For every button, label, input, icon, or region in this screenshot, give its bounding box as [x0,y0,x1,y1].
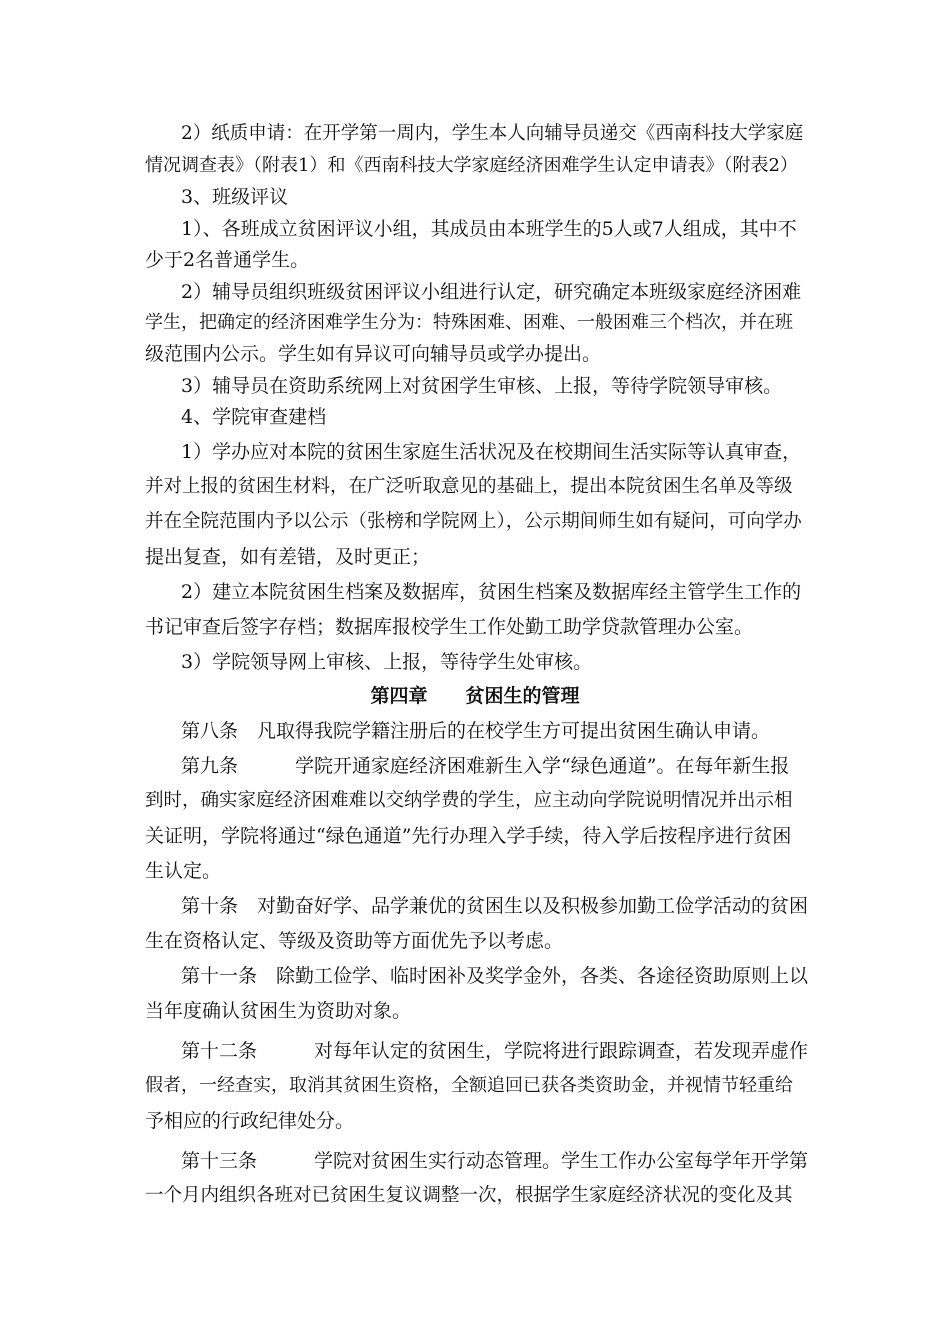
paragraph-line: 少于2名普通学生。 [145,249,310,271]
paragraph-line: 第八条 凡取得我院学籍注册后的在校学生方可提出贫困生确认申请。 [181,720,771,742]
paragraph-line: 3）学院领导网上审核、上报，等待学生处审核。 [181,651,593,673]
paragraph-line: 第十三条 学院对贫困生实行动态管理。学生工作办公室每学年开学第 [181,1150,809,1172]
paragraph-line: 级范围内公示。学生如有异议可向辅导员或学办提出。 [145,343,602,365]
section-heading: 3、班级评议 [181,186,289,208]
paragraph-line: 到时，确实家庭经济困难难以交纳学费的学生，应主动向学院说明情况并出示相 [145,790,793,811]
paragraph-line: 并在全院范围内予以公示（张榜和学院网上），公示期间师生如有疑问，可向学办 [145,511,802,532]
paragraph-line: 并对上报的贫困生材料，在广泛听取意见的基础上，提出本院贫困生名单及等级 [145,476,793,497]
paragraph-line: 第十条 对勤奋好学、品学兼优的贫困生以及积极参加勤工俭学活动的贫困 [181,895,809,917]
paragraph-line: 2）纸质申请：在开学第一周内，学生本人向辅导员递交《西南科技大学家庭 [181,123,804,144]
paragraph-line: 1）、各班成立贫困评议小组，其成员由本班学生的5人或7人组成，其中不 [181,218,797,240]
paragraph-line: 书记审查后签字存档；数据库报校学生工作处勤工助学贷款管理办公室。 [145,616,754,638]
paragraph-line: 2）建立本院贫困生档案及数据库，贫困生档案及数据库经主管学生工作的 [181,581,802,603]
paragraph-line: 第九条 学院开通家庭经济困难新生入学“绿色通道”。在每年新生报 [181,755,790,777]
paragraph-line: 提出复查，如有差错，及时更正； [145,546,431,568]
paragraph-line: 当年度确认贫困生为资助对象。 [145,1000,412,1022]
paragraph-line: 3）辅导员在资助系统网上对贫困学生审核、上报，等待学院领导审核。 [181,375,783,397]
paragraph-line: 情况调查表》（附表1）和《西南科技大学家庭经济困难学生认定申请表》（附表2） [145,155,798,176]
paragraph-line: 2）辅导员组织班级贫困评议小组进行认定，研究确定本班级家庭经济困难 [181,281,802,303]
paragraph-line: 予相应的行政纪律处分。 [145,1110,355,1132]
paragraph-line: 生认定。 [145,860,222,882]
paragraph-line: 学生，把确定的经济困难学生分为：特殊困难、困难、一般困难三个档次，并在班 [145,312,793,333]
paragraph-line: 关证明，学院将通过“绿色通道”先行办理入学手续，待入学后按程序进行贫困 [145,825,792,847]
section-heading: 4、学院审查建档 [181,406,327,428]
paragraph-line: 一个月内组织各班对已贫困生复议调整一次，根据学生家庭经济状况的变化及其 [145,1185,793,1206]
paragraph-line: 生在资格认定、等级及资助等方面优先予以考虑。 [145,930,564,952]
chapter-title: 第四章 贫困生的管理 [370,685,580,707]
paragraph-line: 假者，一经查实，取消其贫困生资格，全额追回已获各类资助金，并视情节轻重给 [145,1075,793,1096]
paragraph-line: 第十二条 对每年认定的贫困生，学院将进行跟踪调查，若发现弄虚作 [181,1040,809,1062]
paragraph-line: 第十一条 除勤工俭学、临时困补及奖学金外，各类、各途径资助原则上以 [181,965,809,987]
paragraph-line: 1）学办应对本院的贫困生家庭生活状况及在校期间生活实际等认真审查， [181,441,802,463]
